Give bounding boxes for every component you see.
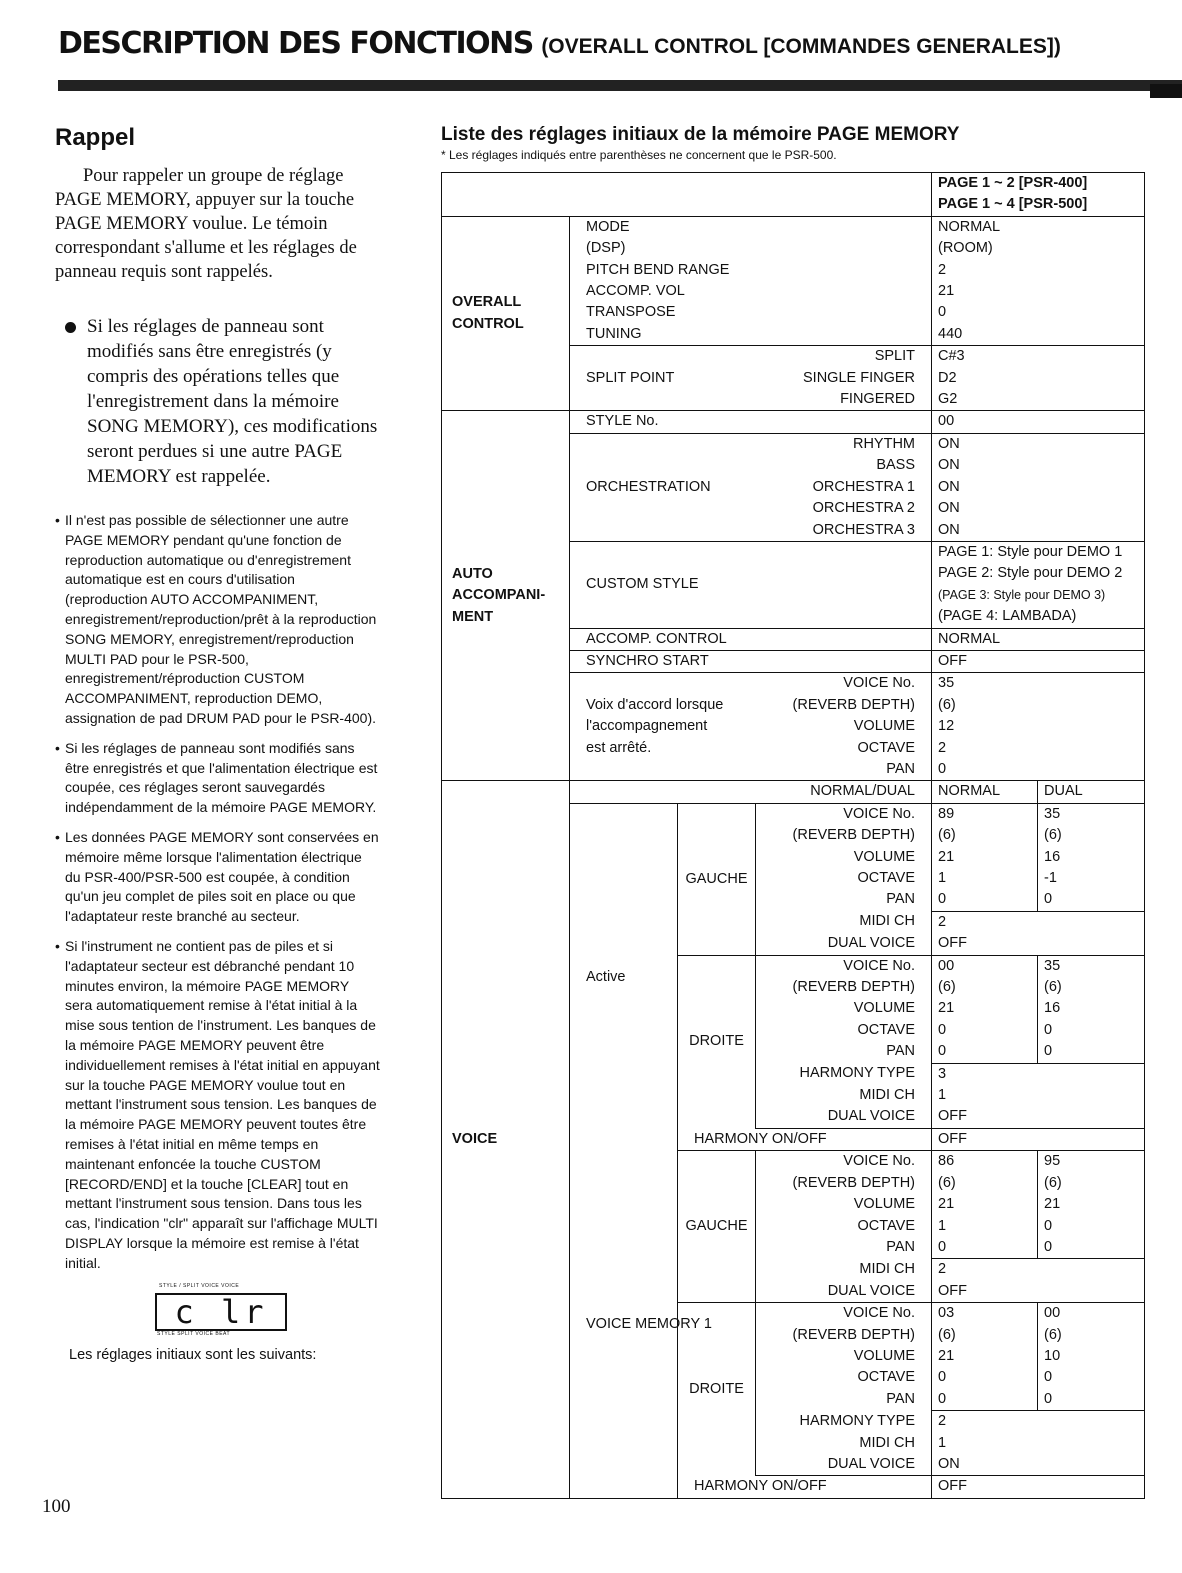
setting-value: 35 xyxy=(932,673,1145,695)
setting-value: G2 xyxy=(932,389,1145,411)
setting-subname: MIDI CH xyxy=(756,911,932,933)
normal-value: 21 xyxy=(932,1194,1038,1215)
closing-text: Les réglages initiaux sont les suivants: xyxy=(69,1347,317,1364)
category-overall: OVERALL CONTROL xyxy=(442,216,570,411)
normal-value: 1 xyxy=(932,1433,1145,1454)
setting-value: NORMAL xyxy=(932,216,1145,238)
dual-value: 0 xyxy=(1038,1041,1145,1063)
setting-name: ORCHESTRATION xyxy=(570,433,756,541)
setting-value: OFF xyxy=(932,650,1145,672)
setting-subname: PAN xyxy=(756,1041,932,1063)
setting-name: HARMONY ON/OFF xyxy=(678,1128,932,1150)
setting-subname: OCTAVE xyxy=(756,1216,932,1237)
normal-value: 00 xyxy=(932,955,1038,977)
normal-value: 21 xyxy=(932,1346,1038,1367)
table-header-page: PAGE 1 ~ 2 [PSR-400] xyxy=(932,173,1145,195)
category-voice: VOICE xyxy=(442,781,570,1498)
normal-value: 89 xyxy=(932,803,1038,825)
setting-subname: VOICE No. xyxy=(756,673,932,695)
lcd-readout: c lr xyxy=(155,1293,287,1331)
section-title: Rappel xyxy=(55,124,136,151)
setting-subname: HARMONY TYPE xyxy=(756,1411,932,1433)
setting-value: 00 xyxy=(932,411,1145,433)
setting-value: (PAGE 3: Style pour DEMO 3) xyxy=(932,585,1145,606)
setting-value: 2 xyxy=(932,738,1145,759)
dual-value: 0 xyxy=(1038,1389,1145,1411)
setting-subname: HARMONY TYPE xyxy=(756,1063,932,1085)
dual-value: 0 xyxy=(1038,1020,1145,1041)
bullet-dot-icon xyxy=(65,322,76,333)
list-item: • Les données PAGE MEMORY sont conservées en mémoire même lorsque l'alimentation électrique du PSR-400/PSR-500 est coupée, à condition qu'un jeu complet de piles soit en place ou que l'adaptateur reste branché au secteur. xyxy=(55,828,380,927)
setting-subname: PAN xyxy=(756,1237,932,1259)
dual-value: (6) xyxy=(1038,1325,1145,1346)
list-item: • Si les réglages de panneau sont modifiés sans être enregistrés et que l'alimentation électrique est coupée, ces réglages seront sauvegardés indépendamment de la mémoire PAGE MEMORY. xyxy=(55,739,380,818)
setting-name: Voix d'accord lorsque xyxy=(586,696,724,713)
setting-subname: SPLIT xyxy=(756,346,932,368)
setting-subname: VOICE No. xyxy=(756,955,932,977)
setting-value: 12 xyxy=(932,716,1145,737)
setting-subname: SINGLE FINGER xyxy=(756,368,932,389)
dual-value: (6) xyxy=(1038,977,1145,998)
dual-value: 0 xyxy=(1038,1216,1145,1237)
setting-subname: DUAL VOICE xyxy=(756,1106,932,1128)
setting-value: 0 xyxy=(932,759,1145,781)
setting-subname: (REVERB DEPTH) xyxy=(756,695,932,716)
warning-note-text: Si les réglages de panneau sont modifiés sans être enregistrés (y compris des opérations telles que l'enregistrement dans la mémoire SONG MEMORY), ces modifications seront perdues si une autre PAGE MEMORY est rappelée. xyxy=(87,316,378,487)
page-number: 100 xyxy=(42,1496,71,1517)
dual-value: 10 xyxy=(1038,1346,1145,1367)
normal-value: OFF xyxy=(932,1128,1145,1150)
setting-value: D2 xyxy=(932,368,1145,389)
setting-subname: OCTAVE xyxy=(756,738,932,759)
normal-value: 1 xyxy=(932,1216,1038,1237)
normal-value: 0 xyxy=(932,1020,1038,1041)
setting-subname: MIDI CH xyxy=(756,1259,932,1281)
normal-value: 0 xyxy=(932,1367,1038,1388)
dual-value: 0 xyxy=(1038,1237,1145,1259)
setting-subname: OCTAVE xyxy=(756,1367,932,1388)
intro-paragraph: Pour rappeler un groupe de réglage PAGE MEMORY, appuyer sur la touche PAGE MEMORY voulue. Le témoin correspondant s'allume et les réglages de panneau requis sont rappelés. xyxy=(55,166,357,282)
setting-subname: PAN xyxy=(756,1389,932,1411)
table-header-page: PAGE 1 ~ 4 [PSR-500] xyxy=(932,194,1145,216)
side-left: GAUCHE xyxy=(678,1151,756,1303)
setting-subname: BASS xyxy=(756,455,932,476)
setting-name: PITCH BEND RANGE xyxy=(570,260,932,281)
left-column xyxy=(55,118,380,1363)
normal-value: 21 xyxy=(932,847,1038,868)
setting-name: TUNING xyxy=(570,324,932,346)
header-rule xyxy=(58,80,1182,91)
setting-subname: VOLUME xyxy=(756,1346,932,1367)
setting-name: MODE xyxy=(570,216,932,238)
setting-name: HARMONY ON/OFF xyxy=(678,1476,932,1498)
setting-subname: OCTAVE xyxy=(756,868,932,889)
normal-value: OFF xyxy=(932,1106,1145,1128)
table-row xyxy=(442,781,1145,803)
setting-subname: VOLUME xyxy=(756,998,932,1019)
column-dual: DUAL xyxy=(1038,781,1145,803)
normal-value: 21 xyxy=(932,998,1038,1019)
setting-value: ON xyxy=(932,477,1145,498)
dual-value: 0 xyxy=(1038,1367,1145,1388)
setting-subname: RHYTHM xyxy=(756,433,932,455)
setting-subname: MIDI CH xyxy=(756,1433,932,1454)
normal-value: (6) xyxy=(932,825,1038,846)
setting-name: (DSP) xyxy=(570,238,932,259)
setting-value: NORMAL xyxy=(932,628,1145,650)
setting-subname: (REVERB DEPTH) xyxy=(756,1325,932,1346)
list-item: • Si l'instrument ne contient pas de piles et si l'adaptateur secteur est débranché pendant 10 minutes environ, la mémoire PAGE MEMORY sera automatiquement remise à l'état initial à la mise sous tention de l'instrument. Les banques de la mémoire PAGE MEMORY peuvent être individuellement remises à l'état initial en appuyant sur la touche PAGE MEMORY voulue tout en mettant l'instrument sous tension. Les banques de la mémoire PAGE MEMORY peuvent toutes être remises à l'état initial en même temps en maintenant enfoncée la touche CUSTOM [RECORD/END] et la touche [CLEAR] tout en mettant l'instrument sous tension. Dans tous les cas, l'indication "clr" apparaît sur l'affichage MULTI DISPLAY lorsque la mémoire est remise à l'état initial. xyxy=(55,937,380,1274)
normal-value: OFF xyxy=(932,1281,1145,1303)
normal-value: 03 xyxy=(932,1303,1038,1325)
normal-value: (6) xyxy=(932,1325,1038,1346)
setting-subname: VOICE No. xyxy=(756,1151,932,1173)
setting-value: ON xyxy=(932,433,1145,455)
normal-value: ON xyxy=(932,1454,1145,1476)
dual-value: 35 xyxy=(1038,803,1145,825)
bullet-list xyxy=(55,511,380,1273)
dual-value: (6) xyxy=(1038,1173,1145,1194)
setting-value: 440 xyxy=(932,324,1145,346)
page-subtitle: (OVERALL CONTROL [COMMANDES GENERALES]) xyxy=(541,35,1061,58)
category-auto-accompaniment: AUTO ACCOMPANI-MENT xyxy=(442,411,570,781)
normal-value: OFF xyxy=(932,933,1145,955)
normal-value: OFF xyxy=(932,1476,1145,1498)
dual-value: 00 xyxy=(1038,1303,1145,1325)
side-left: GAUCHE xyxy=(678,803,756,955)
normal-value: 1 xyxy=(932,868,1038,889)
setting-name: est arrêté. xyxy=(586,739,652,756)
setting-name: SPLIT POINT xyxy=(570,346,756,411)
normal-value: 0 xyxy=(932,889,1038,911)
column-normal: NORMAL xyxy=(932,781,1038,803)
setting-name: STYLE No. xyxy=(570,411,932,433)
lcd-display-illustration xyxy=(155,1283,295,1339)
setting-subname: VOLUME xyxy=(756,1194,932,1215)
setting-name: l'accompagnement xyxy=(586,718,708,735)
setting-subname: FINGERED xyxy=(756,389,932,411)
table-row xyxy=(442,173,1145,195)
header-rule-tab xyxy=(1150,84,1182,98)
setting-subname: (REVERB DEPTH) xyxy=(756,1173,932,1194)
setting-subname: (REVERB DEPTH) xyxy=(756,977,932,998)
normal-value: 2 xyxy=(932,911,1145,933)
voice-group-active: Active xyxy=(570,803,678,1151)
setting-subname: DUAL VOICE xyxy=(756,1281,932,1303)
setting-subname: OCTAVE xyxy=(756,1020,932,1041)
side-right: DROITE xyxy=(678,1303,756,1476)
normal-value: (6) xyxy=(932,1173,1038,1194)
setting-value: (PAGE 4: LAMBADA) xyxy=(932,606,1145,628)
normal-value: 2 xyxy=(932,1259,1145,1281)
setting-subname: VOLUME xyxy=(756,716,932,737)
normal-value: (6) xyxy=(932,977,1038,998)
warning-note xyxy=(65,314,380,489)
page-header xyxy=(58,26,1061,61)
normal-value: 3 xyxy=(932,1063,1145,1085)
normal-value: 0 xyxy=(932,1041,1038,1063)
right-column xyxy=(441,118,1145,1495)
table-row xyxy=(442,194,1145,216)
setting-value: 0 xyxy=(932,302,1145,323)
lcd-bottom-labels: STYLE SPLIT VOICE BEAT xyxy=(157,1331,231,1338)
dual-value: 35 xyxy=(1038,955,1145,977)
dual-value: 21 xyxy=(1038,1194,1145,1215)
setting-subname: DUAL VOICE xyxy=(756,1454,932,1476)
settings-table xyxy=(441,172,1145,1499)
table-row xyxy=(442,216,1145,238)
table-row xyxy=(442,411,1145,433)
setting-value: C#3 xyxy=(932,346,1145,368)
setting-value: 2 xyxy=(932,260,1145,281)
setting-subname: VOLUME xyxy=(756,847,932,868)
setting-subname: PAN xyxy=(756,759,932,781)
setting-value: (6) xyxy=(932,695,1145,716)
page-title: DESCRIPTION DES FONCTIONS xyxy=(58,26,533,61)
normal-value: 0 xyxy=(932,1389,1038,1411)
normal-value: 86 xyxy=(932,1151,1038,1173)
dual-value: 0 xyxy=(1038,889,1145,911)
lcd-top-labels: STYLE / SPLIT VOICE VOICE xyxy=(159,1283,240,1290)
table-title: Liste des réglages initiaux de la mémoire PAGE MEMORY xyxy=(441,124,960,145)
setting-name: SYNCHRO START xyxy=(570,650,932,672)
dual-value: (6) xyxy=(1038,825,1145,846)
dual-value: -1 xyxy=(1038,868,1145,889)
setting-value: ON xyxy=(932,455,1145,476)
setting-value: (ROOM) xyxy=(932,238,1145,259)
normal-value: 2 xyxy=(932,1411,1145,1433)
setting-subname: VOICE No. xyxy=(756,803,932,825)
setting-subname: (REVERB DEPTH) xyxy=(756,825,932,846)
side-right: DROITE xyxy=(678,955,756,1128)
dual-value: 16 xyxy=(1038,998,1145,1019)
setting-name: ACCOMP. CONTROL xyxy=(570,628,932,650)
setting-name: CUSTOM STYLE xyxy=(570,541,932,628)
setting-subname: VOICE No. xyxy=(756,1303,932,1325)
voice-group-memory: VOICE MEMORY 1 xyxy=(570,1151,678,1499)
setting-value: PAGE 1: Style pour DEMO 1 xyxy=(932,541,1145,563)
setting-name xyxy=(570,673,756,695)
setting-subname: PAN xyxy=(756,889,932,911)
dual-value: 16 xyxy=(1038,847,1145,868)
setting-value: ON xyxy=(932,520,1145,542)
setting-value: PAGE 2: Style pour DEMO 2 xyxy=(932,563,1145,584)
setting-subname: ORCHESTRA 1 xyxy=(756,477,932,498)
setting-value: ON xyxy=(932,498,1145,519)
list-item: • Il n'est pas possible de sélectionner une autre PAGE MEMORY pendant qu'une fonction de reproduction automatique ou d'enregistrement automatique est en cours d'utilisation (reproduction AUTO ACCOMPANIMENT, enregistrement/reproduction/prêt à la reproduction SONG MEMORY, enregistrement/reproduction MULTI PAD pour le PSR-500, enregistrement/réproduction CUSTOM ACCOMPANIMENT, reproduction DEMO, assignation de pad DRUM PAD pour le PSR-400). xyxy=(55,511,380,729)
setting-subname: ORCHESTRA 3 xyxy=(756,520,932,542)
setting-value: 21 xyxy=(932,281,1145,302)
normal-value: 0 xyxy=(932,1237,1038,1259)
setting-subname: MIDI CH xyxy=(756,1085,932,1106)
setting-name: ACCOMP. VOL xyxy=(570,281,932,302)
setting-subname: ORCHESTRA 2 xyxy=(756,498,932,519)
setting-subname: DUAL VOICE xyxy=(756,933,932,955)
normal-value: 1 xyxy=(932,1085,1145,1106)
dual-value: 95 xyxy=(1038,1151,1145,1173)
table-note: * Les réglages indiqués entre parenthèses ne concernent que le PSR-500. xyxy=(441,148,837,162)
setting-subname: NORMAL/DUAL xyxy=(570,781,932,803)
setting-name: TRANSPOSE xyxy=(570,302,932,323)
